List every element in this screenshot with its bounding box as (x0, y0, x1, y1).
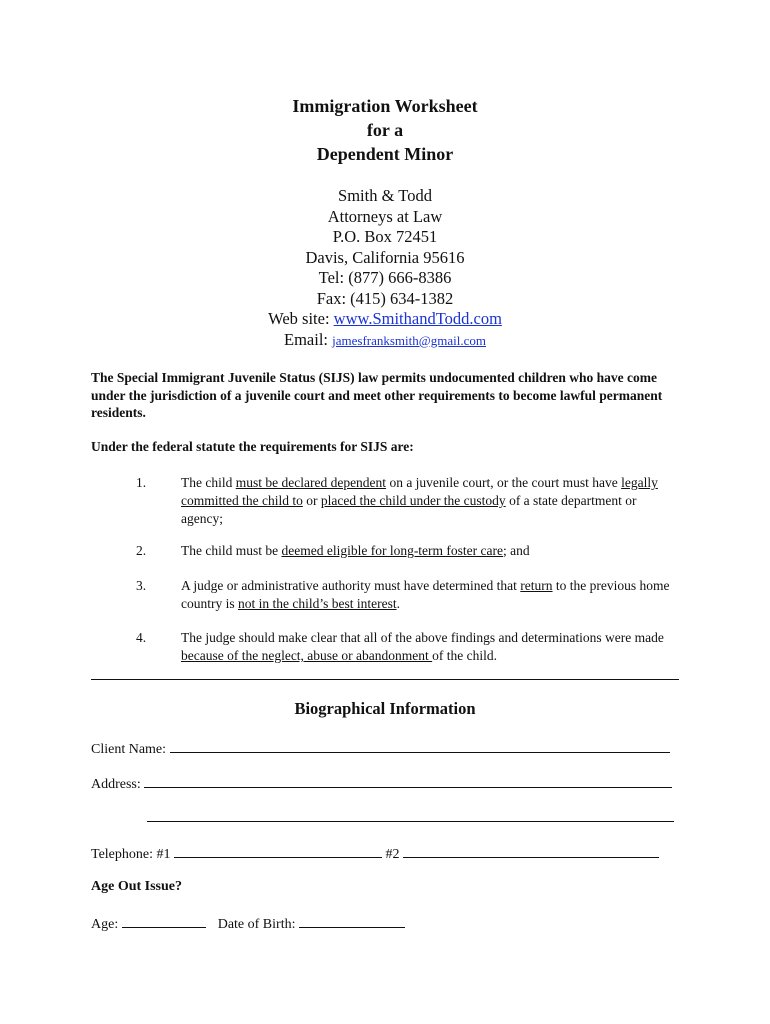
client-name-label: Client Name: (91, 742, 170, 757)
firm-fax: Fax: (415) 634-1382 (316, 288, 454, 308)
biographical-section-title: Biographical Information (294, 699, 476, 718)
sijs-intro-paragraph: The Special Immigrant Juvenile Status (SIJS) law permits undocumented children who have come under the jurisdiction of a juvenile court and meet other requirements to become lawful permanent residents. (91, 370, 663, 420)
telephone-1-field[interactable] (174, 843, 382, 858)
federal-statute-heading: Under the federal statute the requirements for SIJS are: (91, 439, 414, 454)
website-link[interactable]: www.SmithandTodd.com (333, 309, 502, 328)
client-name-row (91, 738, 670, 759)
address-line-2-row (147, 807, 674, 828)
firm-po-box: P.O. Box 72451 (332, 227, 438, 246)
requirement-text: The judge should make clear that all of the above findings and determinations were made because of the neglect, abuse or abandonment of the child. (181, 630, 664, 663)
requirement-number: 4. (136, 630, 147, 645)
email-link[interactable]: jamesfranksmith@gmail.com (332, 332, 486, 348)
requirement-number: 1. (136, 475, 147, 490)
firm-name: Smith & Todd (338, 186, 432, 205)
address-field[interactable] (144, 773, 672, 788)
address-row (91, 773, 672, 794)
title-line-2: for a (366, 120, 404, 140)
telephone-2-field[interactable] (403, 843, 659, 858)
requirement-text: The child must be deemed eligible for long-term foster care; and (181, 543, 530, 558)
requirement-number: 3. (136, 578, 147, 593)
firm-telephone: Tel: (877) 666-8386 (318, 268, 452, 287)
website-label: Web site: (268, 309, 334, 328)
firm-email-row (0, 330, 770, 352)
firm-subtitle: Attorneys at Law (327, 206, 443, 226)
telephone-2-label: #2 (382, 847, 403, 862)
firm-website-row (0, 309, 770, 330)
requirement-text: The child must be declared dependent on a juvenile court, or the court must have legally committed the child to or placed the child under the custody of a state department or agency; (181, 475, 658, 526)
requirement-text: A judge or administrative authority must have determined that return to the previous home country is not in the child’s best interest. (181, 578, 670, 611)
age-field[interactable] (122, 913, 206, 928)
telephone-1-label: Telephone: #1 (91, 847, 174, 862)
age-label: Age: (91, 917, 122, 932)
client-name-field[interactable] (170, 738, 670, 753)
firm-city: Davis, California 95616 (305, 247, 465, 267)
section-divider (91, 679, 679, 680)
age-row (91, 913, 405, 934)
date-of-birth-field[interactable] (299, 913, 405, 928)
title-line-3: Dependent Minor (316, 144, 454, 164)
date-of-birth-label: Date of Birth: (217, 917, 299, 932)
address-label: Address: (91, 777, 145, 792)
address-line-2-field[interactable] (147, 807, 674, 822)
document-title (0, 94, 770, 166)
email-label: Email: (284, 329, 333, 349)
title-line-1: Immigration Worksheet (292, 96, 478, 116)
telephone-row (91, 843, 659, 864)
firm-letterhead (0, 186, 770, 351)
age-out-issue-heading: Age Out Issue? (91, 879, 183, 894)
requirement-number: 2. (136, 543, 147, 558)
